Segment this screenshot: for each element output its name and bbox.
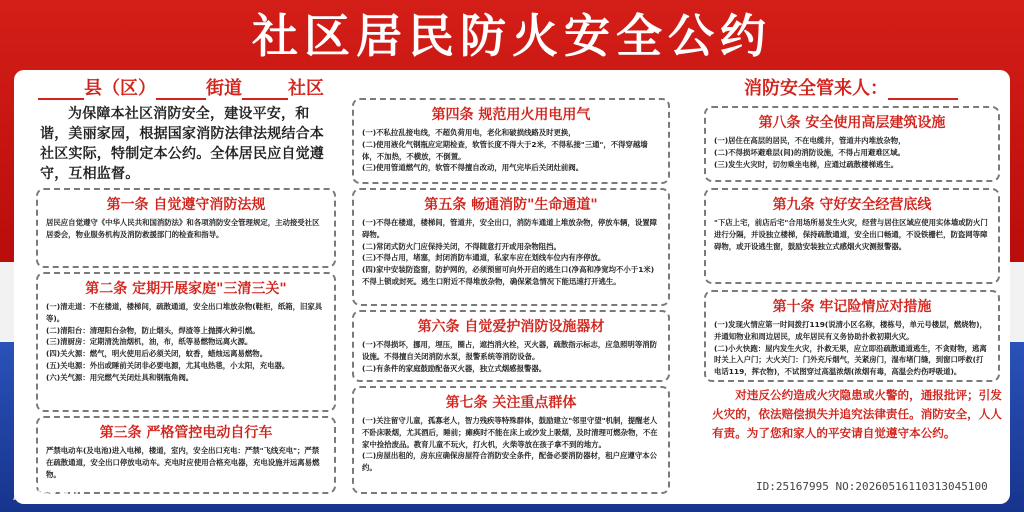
watermark-id: ID:25167995 NO:20260516110313045100 (756, 480, 988, 493)
article-card (704, 106, 1000, 182)
community-label: 社区 (288, 78, 324, 99)
article-title: 第十条 牢记险情应对措施 (772, 299, 932, 315)
article-title: 第八条 安全使用高层建筑设施 (758, 115, 946, 131)
manager-label: 消防安全管来人： (744, 78, 888, 99)
article-title: 第六条 自觉爱护消防设施器材 (417, 319, 605, 335)
article-card (36, 272, 336, 412)
article-body: (一)居住在高层的居民，不在电缆井，管道井内堆放杂物， (二)不得损坏避难层(间)的消防设施，不得占用避难区域。 (三)发生火灾时，切勿乘坐电梯，应通过疏散楼梯逃生。 (714, 136, 906, 169)
article-body: (一)发现火情应第一时间拨打119(说清小区名称，楼栋号，单元号楼层，燃烧物)，并通知物业和周边居民，成年居民有义务协助扑救初期火灾。 (二)小火快跑：屋内发生火灾，扑救无果，应立即沿疏散通道逃生，不贪财物，逃离时关上入户门；大火关门：门外充斥烟气，关紧房门，湿布堵门缝，到窗口呼救(打电话119，挥衣物)，不试图穿过高温浓烟(浓烟有毒，高温会灼伤呼吸道)。 (714, 320, 987, 377)
street-label: 街道 (206, 78, 242, 99)
article-title: 第九条 守好安全经营底线 (772, 197, 932, 213)
article-body: (一)不私拉乱接电线，不超负荷用电，老化和破损线路及时更换， (二)使用液化气钢瓶应定期检查，软管长度不得大于2米，不得私接"三通"，不得穿越墙体，不加热，不横放，不倒置。 (三)使用管道燃气的，软管不得擅自改动，用气完毕后关闭灶前阀。 (362, 128, 648, 173)
article-body: (一)不得在楼道，楼梯间，管道井，安全出口，消防车通道上堆放杂物，停放车辆，设置障碍物。 (二)常闭式防火门应保持关闭，不得随意打开或用杂物阻挡。 (三)不得占用，堵塞，封闭消防车通道，私家车应在划线车位内有序停放。 (四)家中安装防盗窗，防护网的，必须预留可向外开启的逃生口(净高和净宽均不小于1米)不得上锁或封死。逃生口附近不得堆放杂物，确保紧急情况下能迅速打开逃生。 (362, 218, 657, 286)
article-card (36, 188, 336, 268)
blank-line (242, 84, 288, 100)
blank-line (888, 84, 958, 100)
notice-text: 对违反公约造成火灾隐患或火警的，通报批评；引发火灾的，依法赔偿损失并追究法律责任。消防安全，人人有责。为了您和家人的平安请自觉遵守本公约。 (712, 388, 1002, 440)
county-label: 县（区） (84, 78, 156, 99)
blank-line (38, 84, 84, 100)
article-body: "下店上宅，前店后宅"合用场所易发生火灾，经营与居住区域应使用实体墙或防火门进行分隔，并设独立楼梯，保持疏散通道，安全出口畅通，不设铁栅栏，防盗网等障碍物，或开设逃生窗，鼓励安装独立式感烟火灾测报警器。 (714, 218, 988, 251)
poster-title: 社区居民防火安全公约 (252, 9, 772, 63)
article-card (352, 98, 670, 184)
article-body: 居民应自觉遵守《中华人民共和国消防法》和各项消防安全管理规定，主动接受社区居委会，物业服务机构及消防救援部门的检查和指导。 (46, 218, 320, 239)
article-title: 第五条 畅通消防"生命通道" (424, 197, 598, 213)
article-title: 第四条 规范用火用电用气 (431, 107, 591, 123)
watermark-site: 昵图网 (12, 481, 79, 506)
article-card (704, 290, 1000, 382)
article-title: 第三条 严格管控电动自行车 (99, 425, 273, 441)
article-body: (一)不得损坏，挪用，埋压，圈占，遮挡消火栓，灭火器，疏散指示标志，应急照明等消防设施。不得擅自关闭消防水泵，报警系统等消防设备。 (二)有条件的家庭鼓励配备灭火器，独立式烟感报警器。 (362, 340, 657, 373)
article-title: 第一条 自觉遵守消防法规 (106, 197, 266, 213)
article-title: 第二条 定期开展家庭"三清三关" (85, 281, 287, 297)
article-title: 第七条 关注重点群体 (445, 395, 577, 411)
header-location (38, 74, 324, 100)
article-card (352, 188, 670, 306)
intro-text: 为保障本社区消防安全，建设平安，和谐，美丽家园，根据国家消防法律法规结合本社区实际，特制定本公约。全体居民应自觉遵守，互相监督。 (40, 106, 324, 182)
article-card (352, 386, 670, 494)
article-card (704, 188, 1000, 284)
article-body: 严禁电动车(及电池)进入电梯，楼道，室内，安全出口充电：严禁"飞线充电"；严禁在疏散通道，安全出口停放电动车。充电时应使用合格充电器，充电设施并远离易燃物。 (46, 446, 320, 479)
article-body: (一)清走道：不在楼道，楼梯间，疏散通道，安全出口堆放杂物(鞋柜，纸箱，旧家具等)。 (二)清阳台：清理阳台杂物，防止烟头，焊渣等上抛掷火种引燃。 (三)清厨房：定期清洗油烟机，油，布，纸等易燃物远离火源。 (四)关火源：燃气，明火使用后必须关闭，蚊香，蜡烛远离易燃物。 (五)关电源：外出或睡前关闭非必要电源，尤其电热毯，小太阳，充电器。 (六)关气源：用完燃气关闭灶具和钢瓶角阀。 (46, 302, 323, 382)
article-card (352, 310, 670, 382)
header-manager (744, 74, 958, 100)
article-body: (一)关注留守儿童，孤寡老人，智力残疾等特殊群体，鼓励建立"邻里守望"机制，提醒老人不卧床吸烟，尤其酒后，睡前；瘫痪时不能在床上或沙发上吸烟，及时清理可燃杂物，不在家中捡拾废品。教育儿童不玩火，打火机，火柴等放在孩子拿不到的地方。 (二)房屋出租的，房东应确保房屋符合消防安全条件，配备必要消防器材，租户应遵守本公约。 (362, 416, 658, 473)
article-card (36, 416, 336, 494)
blank-line (156, 84, 206, 100)
